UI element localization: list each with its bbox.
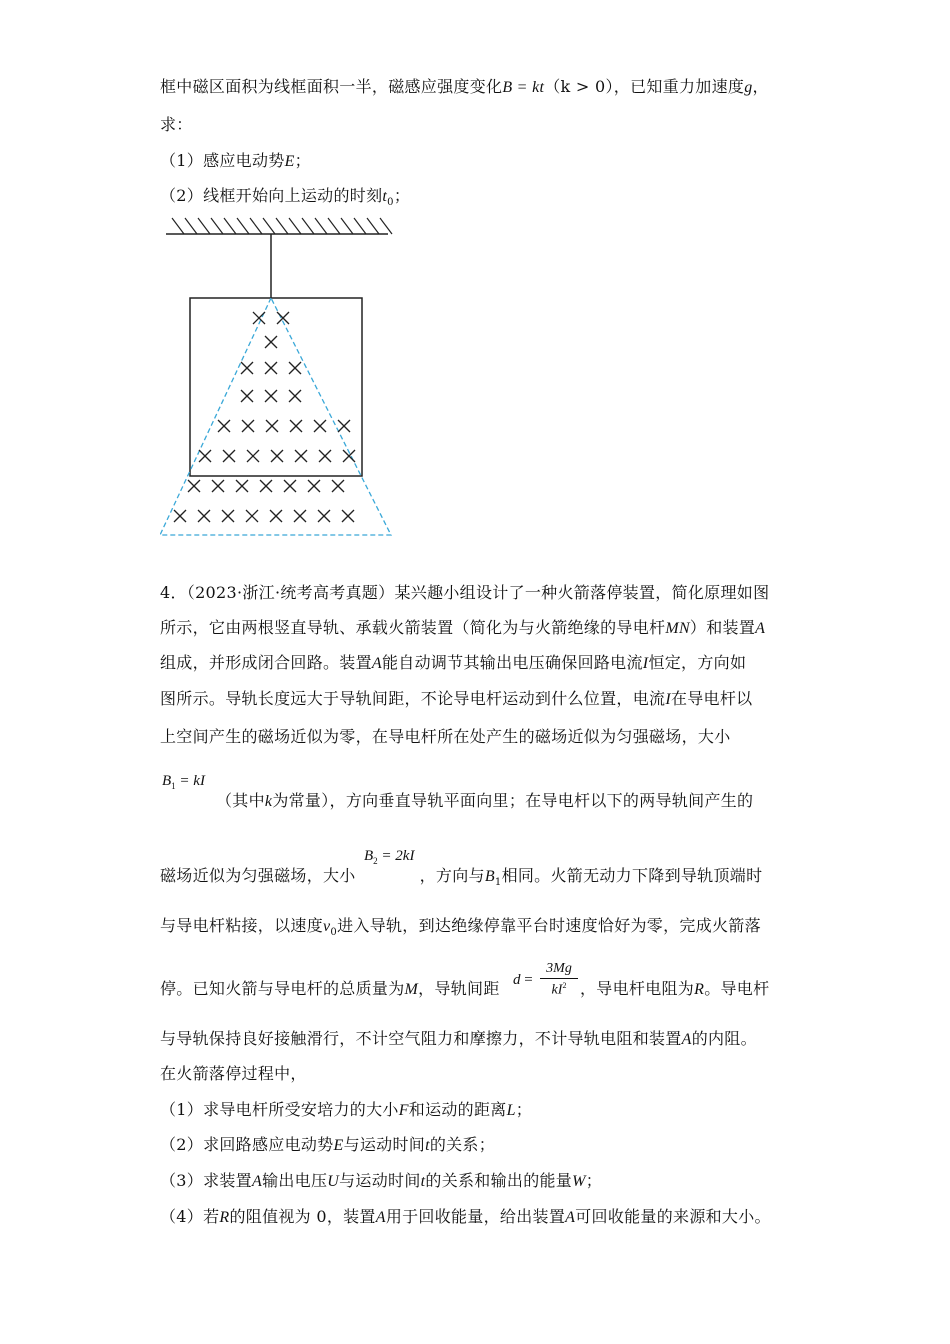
q3-line-2: 求： xyxy=(160,115,193,134)
q4-sub-2 xyxy=(160,1134,495,1157)
text: 停。已知火箭与导电杆的总质量为 xyxy=(160,979,405,998)
field-cross xyxy=(199,450,211,462)
equals: = xyxy=(524,972,533,988)
q4-line-6 xyxy=(216,790,753,813)
text: 可回收能量的来源和大小。 xyxy=(575,1207,771,1226)
rhs: = kI xyxy=(179,773,205,789)
hatch-mark xyxy=(211,218,223,234)
text: ）和装置 xyxy=(689,618,756,637)
text: ，已知重力加速度 xyxy=(613,77,745,96)
text: 与运动时间 xyxy=(339,1171,421,1190)
var-g: g xyxy=(744,79,753,96)
field-cross xyxy=(284,480,296,492)
var-W: W xyxy=(572,1173,586,1190)
hatch-mark xyxy=(341,218,353,234)
subscript: 1 xyxy=(171,781,176,791)
var-A: A xyxy=(681,1031,692,1048)
text: 和运动的距离 xyxy=(408,1100,507,1119)
q3-sub-1 xyxy=(160,150,311,173)
text: 为常量），方向垂直导轨平面向里；在导电杆以下的两导轨间产生的 xyxy=(272,791,754,810)
hatch-mark xyxy=(276,218,288,234)
hatch-mark xyxy=(315,218,327,234)
hatch-mark xyxy=(185,218,197,234)
field-cross xyxy=(289,390,301,402)
var-L: L xyxy=(506,1102,516,1119)
text: 组成，并形成闭合回路。装置 xyxy=(160,653,372,672)
field-cross xyxy=(271,450,283,462)
q4-line-1: 4．（2023·浙江·统考高考真题）某兴趣小组设计了一种火箭落停装置，简化原理如图 xyxy=(160,583,770,602)
text: 输出电压 xyxy=(262,1171,328,1190)
field-cross xyxy=(265,336,277,348)
text: 恒定，方向如 xyxy=(648,653,747,672)
var-d: d xyxy=(513,972,521,988)
text: 的内阻。 xyxy=(691,1029,757,1048)
q4-line-8 xyxy=(160,915,761,944)
text: （其中 xyxy=(216,791,265,810)
field-cross xyxy=(342,510,354,522)
q4-line-2 xyxy=(160,617,765,640)
hatch-mark xyxy=(198,218,210,234)
field-cross xyxy=(212,480,224,492)
magnetic-field-crosses xyxy=(174,312,355,522)
field-cross xyxy=(188,480,200,492)
hatch-mark xyxy=(302,218,314,234)
text: （k > 0） xyxy=(544,77,614,96)
text: ，导电杆电阻为 xyxy=(580,979,695,998)
q4-sub-4 xyxy=(160,1206,771,1229)
formula-d-fraction xyxy=(540,961,578,999)
q4-line-11: 在火箭落停过程中， xyxy=(160,1064,307,1083)
q4-sub-3 xyxy=(160,1170,602,1193)
field-cross xyxy=(246,510,258,522)
q4-line-5: 上空间产生的磁场近似为零，在导电杆所在处产生的磁场近似为匀强磁场，大小 xyxy=(160,727,731,746)
superscript: 2 xyxy=(562,981,567,990)
field-cross xyxy=(222,510,234,522)
q3-line-1 xyxy=(160,76,769,99)
var-A: A xyxy=(375,1209,386,1226)
text: （3）求装置 xyxy=(160,1171,252,1190)
var-A: A xyxy=(755,620,766,637)
subscript: 2 xyxy=(373,856,378,866)
hatch-mark xyxy=(367,218,379,234)
subscript: 0 xyxy=(330,927,338,939)
hatch-mark xyxy=(354,218,366,234)
field-cross xyxy=(295,450,307,462)
var-I: I xyxy=(665,691,671,708)
var-B: B xyxy=(162,773,172,789)
text: （1）求导电杆所受安培力的大小 xyxy=(160,1100,399,1119)
hatch-mark xyxy=(263,218,275,234)
text: 框中磁区面积为线框面积一半，磁感应强度变化 xyxy=(160,77,503,96)
formula-B1 xyxy=(162,773,205,791)
formula-B-kt: B = kt xyxy=(502,79,545,96)
field-cross xyxy=(198,510,210,522)
field-cross xyxy=(218,420,230,432)
var-B: B xyxy=(484,868,495,885)
q4-line-10 xyxy=(160,1028,757,1051)
q4-line-9-cont xyxy=(580,978,769,1001)
field-cross xyxy=(332,480,344,492)
q3-sub-2 xyxy=(160,185,410,214)
field-cross xyxy=(242,420,254,432)
text: ， xyxy=(752,77,769,96)
text: 图所示。导轨长度远大于导轨间距，不论导电杆运动到什么位置，电流 xyxy=(160,689,666,708)
hatch-mark xyxy=(289,218,301,234)
text: （1）感应电动势 xyxy=(160,151,285,170)
formula-B2 xyxy=(364,848,414,866)
var-F: F xyxy=(398,1102,409,1119)
field-cross xyxy=(265,390,277,402)
field-cross xyxy=(241,362,253,374)
text: ； xyxy=(393,186,411,205)
var-R: R xyxy=(694,981,705,998)
field-cross xyxy=(294,510,306,522)
text: 与导电杆粘接，以速度 xyxy=(160,916,324,935)
var-t: t xyxy=(425,1137,430,1154)
field-cross xyxy=(338,420,350,432)
field-cross xyxy=(314,420,326,432)
var-k: k xyxy=(264,793,273,810)
hatch-mark xyxy=(172,218,184,234)
denominator: kI xyxy=(551,982,563,998)
formula-d-lhs xyxy=(513,972,533,989)
text: 。导电杆 xyxy=(704,979,770,998)
field-cross xyxy=(308,480,320,492)
field-cross xyxy=(289,362,301,374)
field-cross xyxy=(265,362,277,374)
text: 能自动调节其输出电压确保回路电流 xyxy=(381,653,643,672)
hatch-mark xyxy=(380,218,392,234)
field-triangle xyxy=(160,298,391,535)
var-B: B xyxy=(364,848,374,864)
text: 相同。火箭无动力下降到导轨顶端时 xyxy=(501,866,763,885)
field-cross xyxy=(319,450,331,462)
text: 所示，它由两根竖直导轨、承载火箭装置（简化为与火箭绝缘的导电杆 xyxy=(160,618,666,637)
text: 进入导轨，到达绝缘停靠平台时速度恰好为零，完成火箭落 xyxy=(337,916,761,935)
var-E: E xyxy=(284,153,295,170)
hatch-mark xyxy=(328,218,340,234)
text: ； xyxy=(515,1100,533,1119)
text: 磁场近似为匀强磁场，大小 xyxy=(160,866,356,885)
text: ； xyxy=(294,151,311,170)
text: 的关系和输出的能量 xyxy=(425,1171,573,1190)
text: 在导电杆以 xyxy=(670,689,753,708)
field-cross xyxy=(318,510,330,522)
var-MN: MN xyxy=(665,620,690,637)
var-R: R xyxy=(219,1209,230,1226)
q4-line-3 xyxy=(160,652,746,675)
hatch-mark xyxy=(250,218,262,234)
field-cross xyxy=(260,480,272,492)
subscript: 0 xyxy=(387,197,394,209)
text: （2）线框开始向上运动的时刻 xyxy=(160,186,383,205)
var-E: E xyxy=(333,1137,344,1154)
text: 与导轨保持良好接触滑行，不计空气阻力和摩擦力，不计导轨电阻和装置 xyxy=(160,1029,682,1048)
field-cross xyxy=(241,390,253,402)
var-A: A xyxy=(251,1173,263,1190)
ceiling xyxy=(166,218,392,234)
rhs: = 2kI xyxy=(381,848,415,864)
var-A: A xyxy=(371,655,382,672)
text: ，导轨间距 xyxy=(418,979,500,998)
q4-sub-1 xyxy=(160,1099,532,1122)
field-cross xyxy=(290,420,302,432)
wire-frame xyxy=(190,298,362,476)
q4-line-7 xyxy=(160,865,762,894)
coil-field-figure xyxy=(160,212,400,542)
hatch-mark xyxy=(224,218,236,234)
field-cross xyxy=(236,480,248,492)
text: （4）若 xyxy=(160,1207,220,1226)
field-cross xyxy=(266,420,278,432)
text: 与运动时间 xyxy=(343,1135,426,1154)
var-M: M xyxy=(404,981,419,998)
text: （2）求回路感应电动势 xyxy=(160,1135,334,1154)
var-t: t xyxy=(420,1173,426,1190)
text: ，方向与 xyxy=(419,866,485,885)
text: 的关系； xyxy=(429,1135,496,1154)
var-A: A xyxy=(565,1209,576,1226)
var-t: t xyxy=(382,188,388,205)
var-v: v xyxy=(323,918,331,935)
text: 用于回收能量，给出装置 xyxy=(385,1207,566,1226)
q4-line-9 xyxy=(160,978,500,1001)
var-I: I xyxy=(642,655,649,672)
subscript: 1 xyxy=(494,877,502,889)
q4-line-4 xyxy=(160,688,752,711)
field-cross xyxy=(247,450,259,462)
numerator: 3Mg xyxy=(540,961,578,979)
var-U: U xyxy=(327,1173,340,1190)
text: ； xyxy=(585,1171,603,1190)
hatch-mark xyxy=(237,218,249,234)
field-cross xyxy=(174,510,186,522)
field-cross xyxy=(223,450,235,462)
field-cross xyxy=(270,510,282,522)
text: 的阻值视为 0，装置 xyxy=(229,1207,376,1226)
